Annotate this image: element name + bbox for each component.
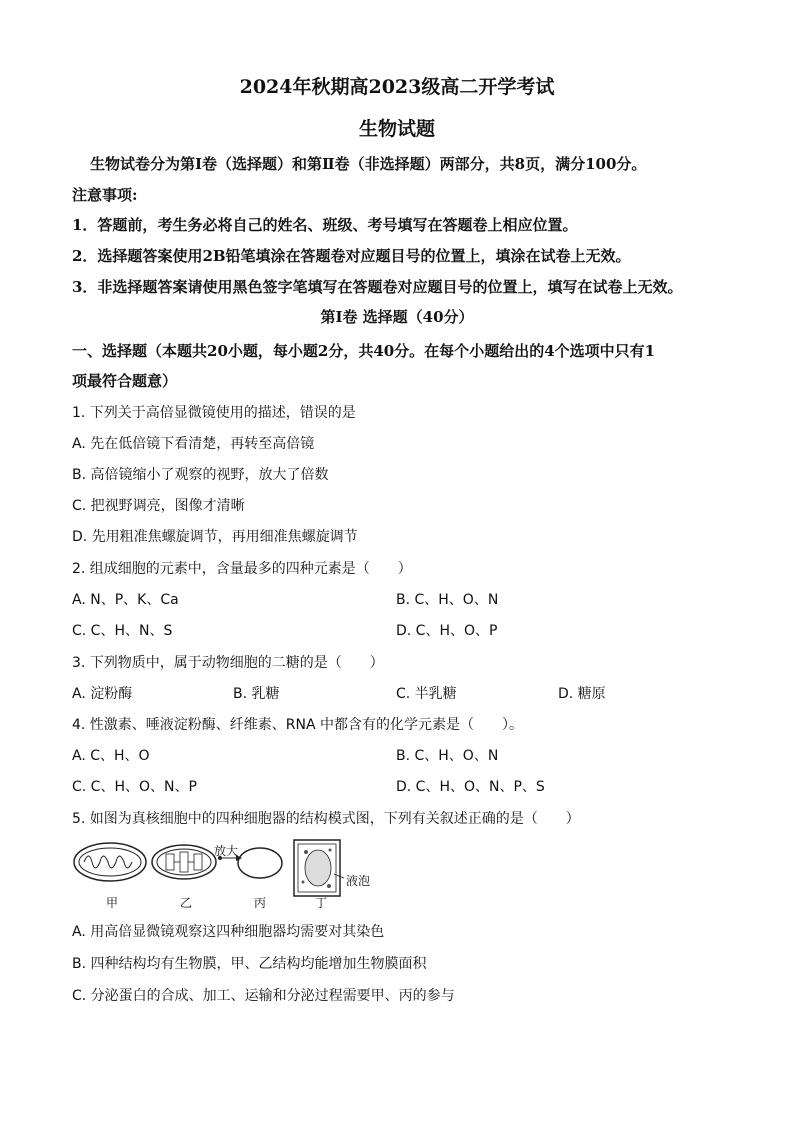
option: D. 糖原 <box>558 686 606 702</box>
chloroplast-diagram <box>152 845 216 879</box>
figure-label: 丙 <box>254 896 267 910</box>
note-item: 2．选择题答案使用2B铅笔填涂在答题卷对应题目号的位置上，填涂在试卷上无效。 <box>72 247 631 265</box>
option: A. C、H、O <box>72 748 150 764</box>
question-stem: 4. 性激素、唾液淀粉酶、纤维素、RNA 中都含有的化学元素是（ ）。 <box>72 717 524 733</box>
option: D. C、H、O、P <box>396 623 498 639</box>
exam-title: 2024年秋期高2023级高二开学考试 <box>239 76 555 98</box>
figure-label: 乙 <box>180 896 193 910</box>
option: B. 高倍镜缩小了观察的视野，放大了倍数 <box>72 467 329 483</box>
figure-label: 丁 <box>315 896 328 910</box>
note-item: 1．答题前，考生务必将自己的姓名、班级、考号填写在答题卷上相应位置。 <box>72 216 578 234</box>
figure-annotation: 放大 <box>214 844 239 858</box>
option: B. 乳糖 <box>233 686 280 702</box>
question-stem: 3. 下列物质中，属于动物细胞的二糖的是（ ） <box>72 655 384 671</box>
question-stem: 2. 组成细胞的元素中，含量最多的四种元素是（ ） <box>72 561 412 577</box>
option: A. 先在低倍镜下看清楚，再转至高倍镜 <box>72 436 315 452</box>
option: B. 四种结构均有生物膜，甲、乙结构均能增加生物膜面积 <box>72 956 427 972</box>
option: C. 分泌蛋白的合成、加工、运输和分泌过程需要甲、丙的参与 <box>72 988 455 1004</box>
intro-text: 生物试卷分为第Ⅰ卷（选择题）和第Ⅱ卷（非选择题）两部分，共8页，满分100分。 <box>90 155 647 173</box>
option: D. 先用粗准焦螺旋调节，再用细准焦螺旋调节 <box>72 529 358 545</box>
option: A. N、P、K、Ca <box>72 592 179 608</box>
section-title: 第Ⅰ卷 选择题（40分） <box>320 308 474 326</box>
mitochondrion-diagram <box>74 843 146 881</box>
figure-annotation: 液泡 <box>346 874 371 888</box>
option: C. 把视野调亮，图像才清晰 <box>72 498 245 514</box>
option: D. C、H、O、N、P、S <box>396 779 545 795</box>
option: B. C、H、O、N <box>396 748 499 764</box>
section-instruction-cont: 项最符合题意） <box>72 372 178 390</box>
question-stem: 1. 下列关于高倍显微镜使用的描述，错误的是 <box>72 405 356 421</box>
figure-label: 甲 <box>106 896 119 910</box>
option: C. 半乳糖 <box>396 686 457 702</box>
option: A. 用高倍显微镜观察这四种细胞器均需要对其染色 <box>72 924 385 940</box>
subject-title: 生物试题 <box>358 118 435 140</box>
option: A. 淀粉酶 <box>72 686 133 702</box>
notes-heading: 注意事项: <box>72 186 138 204</box>
option: C. C、H、O、N、P <box>72 779 197 795</box>
question-stem: 5. 如图为真核细胞中的四种细胞器的结构模式图，下列有关叙述正确的是（ ） <box>72 811 580 827</box>
section-instruction: 一、选择题（本题共20小题，每小题2分，共40分。在每个小题给出的4个选项中只有1 <box>72 342 656 360</box>
option: B. C、H、O、N <box>396 592 499 608</box>
plant-cell-diagram <box>294 840 344 896</box>
note-item: 3．非选择题答案请使用黑色签字笔填写在答题卷对应题目号的位置上，填写在试卷上无效。 <box>72 278 683 296</box>
option: C. C、H、N、S <box>72 623 173 639</box>
